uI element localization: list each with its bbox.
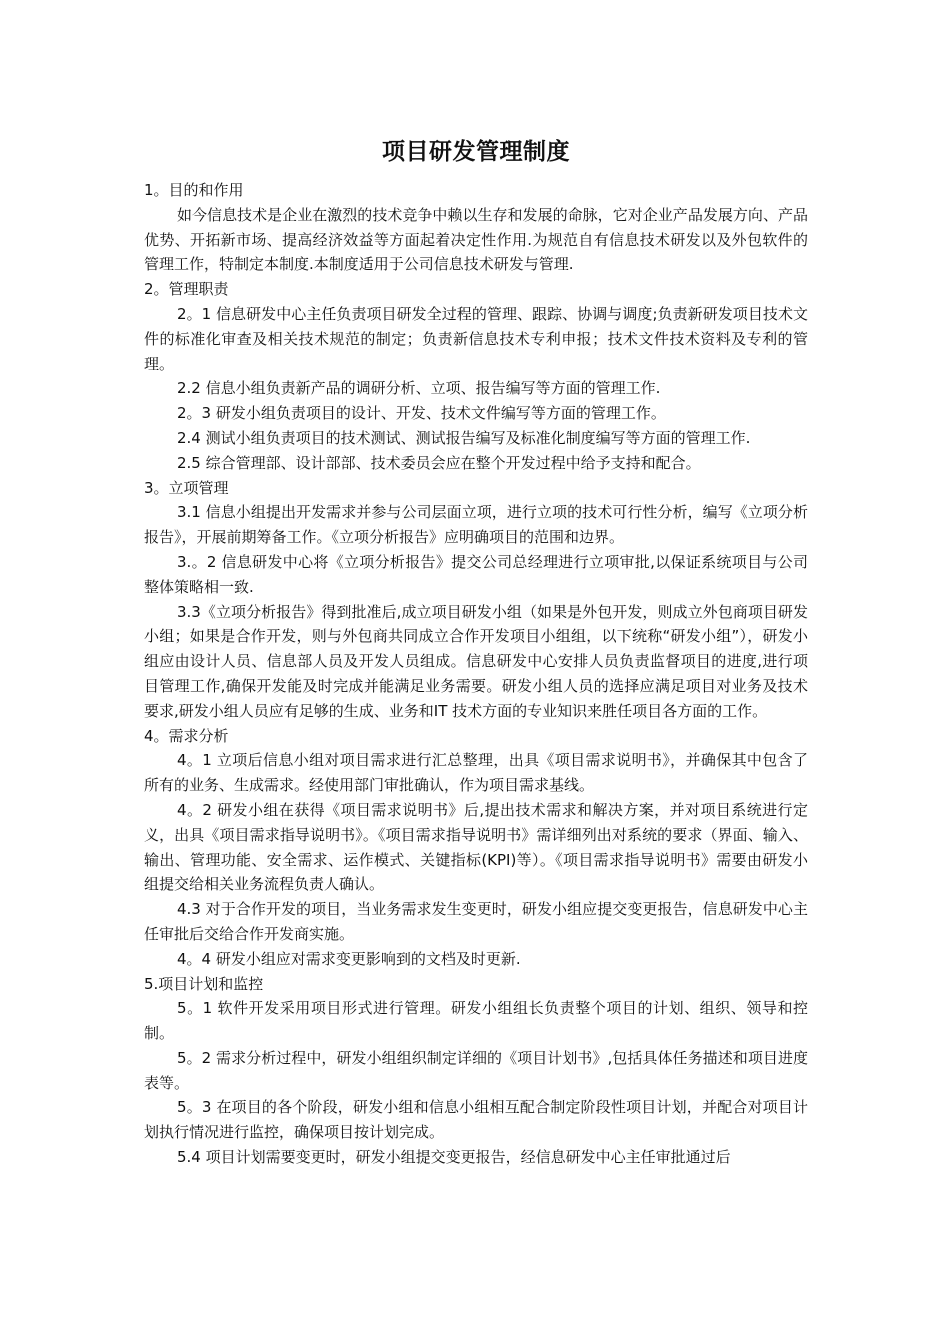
- paragraph: 2.4 测试小组负责项目的技术测试、测试报告编写及标准化制度编写等方面的管理工作.: [177, 428, 751, 447]
- paragraph: 3.。2 信息研发中心将《立项分析报告》提交公司总经理进行立项审批,以保证系统项目与公司整体策略相一致.: [144, 552, 808, 596]
- section-project-initiation: [144, 476, 808, 724]
- paragraph: 3.1 信息小组提出开发需求并参与公司层面立项，进行立项的技术可行性分析，编写《立项分析报告》，开展前期筹备工作。《立项分析报告》应明确项目的范围和边界。: [144, 503, 808, 547]
- paragraph: 5.4 项目计划需要变更时，研发小组提交变更报告，经信息研发中心主任审批通过后: [177, 1148, 731, 1167]
- paragraph: 2。1 信息研发中心主任负责项目研发全过程的管理、跟踪、协调与调度;负责新研发项目技术文件的标准化审查及相关技术规范的制定；负责新信息技术专利申报；技术文件技术资料及专利的管理。: [144, 304, 808, 373]
- section-heading: 5.项目计划和监控: [144, 974, 264, 993]
- section-heading: 3。立项管理: [144, 478, 229, 497]
- paragraph: 5。1 软件开发采用项目形式进行管理。研发小组组长负责整个项目的计划、组织、领导和控制。: [144, 999, 808, 1043]
- paragraph: 5。2 需求分析过程中，研发小组组织制定详细的《项目计划书》,包括具体任务描述和项目进度表等。: [144, 1048, 808, 1092]
- paragraph: 3.3《立项分析报告》得到批准后,成立项目研发小组（如果是外包开发，则成立外包商项目研发小组；如果是合作开发，则与外包商共同成立合作开发项目小组组，以下统称“研发小组”），研发小组应由设计人员、信息部人员及开发人员组成。信息研发中心安排人员负责监督项目的进度,进行项目管理工作,确保开发能及时完成并能满足业务需要。研发小组人员的选择应满足项目对业务及技术要求,研发小组人员应有足够的生成、业务和IT 技术方面的专业知识来胜任项目各方面的工作。: [144, 602, 808, 720]
- paragraph: 2。3 研发小组负责项目的设计、开发、技术文件编写等方面的管理工作。: [177, 404, 666, 423]
- document-page: [144, 126, 808, 1170]
- paragraph: 2.2 信息小组负责新产品的调研分析、立项、报告编写等方面的管理工作.: [177, 379, 661, 398]
- section-purpose: [144, 178, 808, 277]
- paragraph: 2.5 综合管理部、设计部部、技术委员会应在整个开发过程中给予支持和配合。: [177, 453, 701, 472]
- paragraph: 4。2 研发小组在获得《项目需求说明书》后,提出技术需求和解决方案，并对项目系统进行定义，出具《项目需求指导说明书》。《项目需求指导说明书》需详细列出对系统的要求（界面、输入、输出、管理功能、安全需求、运作模式、关键指标(KPI)等）。《项目需求指导说明书》需要由研发小组提交给相关业务流程负责人确认。: [144, 800, 808, 894]
- paragraph: 4.3 对于合作开发的项目，当业务需求发生变更时，研发小组应提交变更报告，信息研发中心主任审批后交给合作开发商实施。: [144, 900, 808, 943]
- document-title: 项目研发管理制度: [382, 139, 570, 165]
- paragraph: 如今信息技术是企业在激烈的技术竞争中赖以生存和发展的命脉，它对企业产品发展方向、产品优势、开拓新市场、提高经济效益等方面起着决定性作用.为规范自有信息技术研发以及外包软件的管理工作，特制定本制度.本制度适用于公司信息技术研发与管理.: [144, 205, 808, 274]
- paragraph: 4。4 研发小组应对需求变更影响到的文档及时更新.: [177, 949, 521, 968]
- section-heading: 2。管理职责: [144, 280, 229, 299]
- section-heading: 1。目的和作用: [144, 181, 244, 199]
- paragraph: 4。1 立项后信息小组对项目需求进行汇总整理，出具《项目需求说明书》，并确保其中包含了所有的业务、生成需求。经使用部门审批确认，作为项目需求基线。: [144, 751, 808, 795]
- paragraph: 5。3 在项目的各个阶段，研发小组和信息小组相互配合制定阶段性项目计划，并配合对项目计划执行情况进行监控，确保项目按计划完成。: [144, 1098, 808, 1142]
- section-responsibilities: [144, 277, 808, 475]
- section-requirements-analysis: [144, 724, 808, 972]
- section-heading: 4。需求分析: [144, 726, 229, 745]
- section-project-planning: [144, 972, 808, 1170]
